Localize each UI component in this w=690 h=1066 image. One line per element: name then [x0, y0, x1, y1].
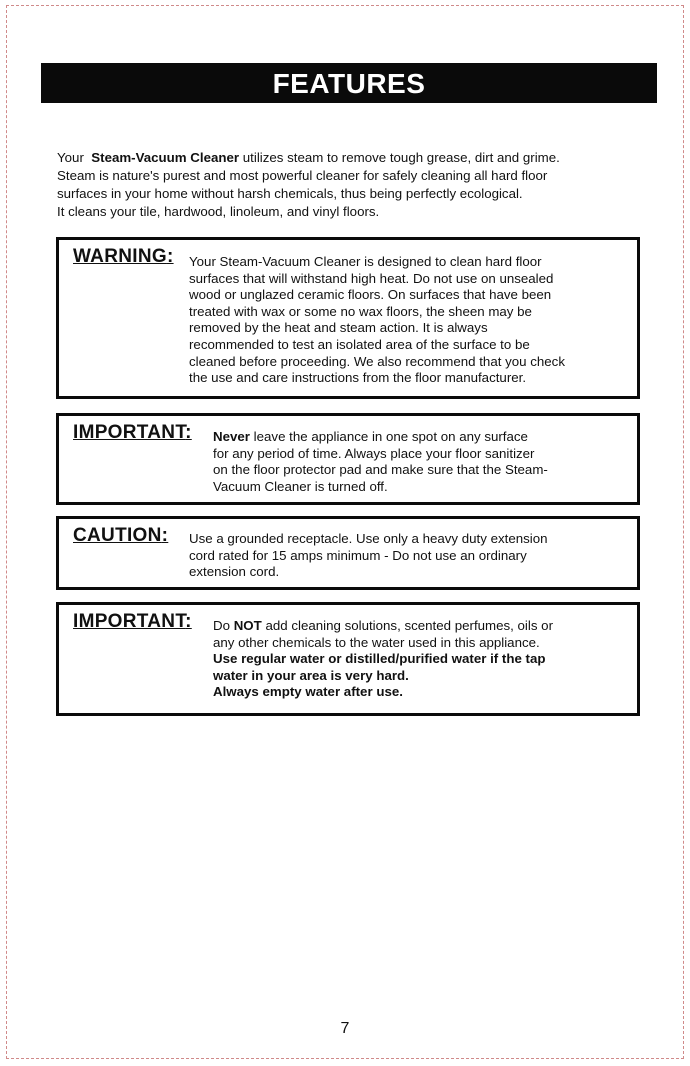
intro-line-3: surfaces in your home without harsh chemicals, thus being perfectly ecological. — [57, 186, 523, 201]
important-notice-2 — [56, 602, 640, 716]
important2-line — [213, 618, 628, 635]
important2-bold-line: Always empty water after use. — [213, 684, 403, 700]
caution-line: cord rated for 15 amps minimum - Do not use an ordinary — [189, 547, 527, 563]
caution-text — [189, 531, 629, 581]
warning-line: recommended to test an isolated area of the surface to be — [189, 336, 530, 352]
warning-line: treated with wax or some no wax floors, the sheen may be — [189, 303, 532, 319]
warning-line: removed by the heat and steam action. It is always — [189, 320, 488, 336]
caution-notice — [56, 516, 640, 590]
warning-text — [189, 254, 634, 387]
important1-line — [213, 429, 628, 446]
warning-line: cleaned before proceeding. We also recommend that you check — [189, 353, 565, 369]
intro-paragraph — [57, 149, 657, 221]
never-emphasis: Never — [213, 429, 250, 444]
product-name: Steam-Vacuum Cleaner — [91, 150, 240, 165]
important2-bold-line: water in your area is very hard. — [213, 667, 409, 683]
important-notice-1 — [56, 413, 640, 505]
caution-line: Use a grounded receptacle. Use only a heavy duty extension — [189, 531, 548, 546]
caution-line: extension cord. — [189, 564, 280, 580]
important-text-1 — [213, 429, 628, 495]
intro-line-1 — [57, 149, 657, 167]
important1-line: on the floor protector pad and make sure that the Steam- — [213, 462, 548, 478]
important2-line1-rest: add cleaning solutions, scented perfumes, oils or — [265, 618, 554, 633]
warning-line: the use and care instructions from the floor manufacturer. — [189, 370, 527, 386]
caution-label: CAUTION: — [73, 525, 169, 546]
intro-line1-rest: utilizes steam to remove tough grease, dirt and grime. — [242, 150, 560, 165]
important-text-2 — [213, 618, 628, 701]
important2-line: any other chemicals to the water used in this appliance. — [213, 634, 540, 650]
not-emphasis: NOT — [233, 618, 262, 633]
warning-line: Your Steam-Vacuum Cleaner is designed to clean hard floor — [189, 254, 542, 269]
warning-line: wood or unglazed ceramic floors. On surfaces that have been — [189, 287, 552, 303]
important1-line1-rest: leave the appliance in one spot on any surface — [253, 429, 528, 444]
important-label-2: IMPORTANT: — [73, 611, 192, 632]
important-label-1: IMPORTANT: — [73, 422, 192, 443]
important2-bold-line: Use regular water or distilled/purified water if the tap — [213, 651, 546, 667]
warning-notice — [56, 237, 640, 399]
warning-label: WARNING: — [73, 246, 174, 267]
intro-line-2: Steam is nature's purest and most powerful cleaner for safely cleaning all hard floor — [57, 168, 548, 183]
important1-line: for any period of time. Always place your floor sanitizer — [213, 445, 535, 461]
important2-line1-pre: Do — [213, 618, 230, 633]
intro-line-4: It cleans your tile, hardwood, linoleum, and vinyl floors. — [57, 204, 380, 219]
important1-line: Vacuum Cleaner is turned off. — [213, 478, 388, 494]
page-number: 7 — [340, 1020, 350, 1037]
intro-prefix: Your — [57, 150, 84, 165]
page-title: FEATURES — [41, 63, 657, 103]
warning-line: surfaces that will withstand high heat. Do not use on unsealed — [189, 270, 554, 286]
